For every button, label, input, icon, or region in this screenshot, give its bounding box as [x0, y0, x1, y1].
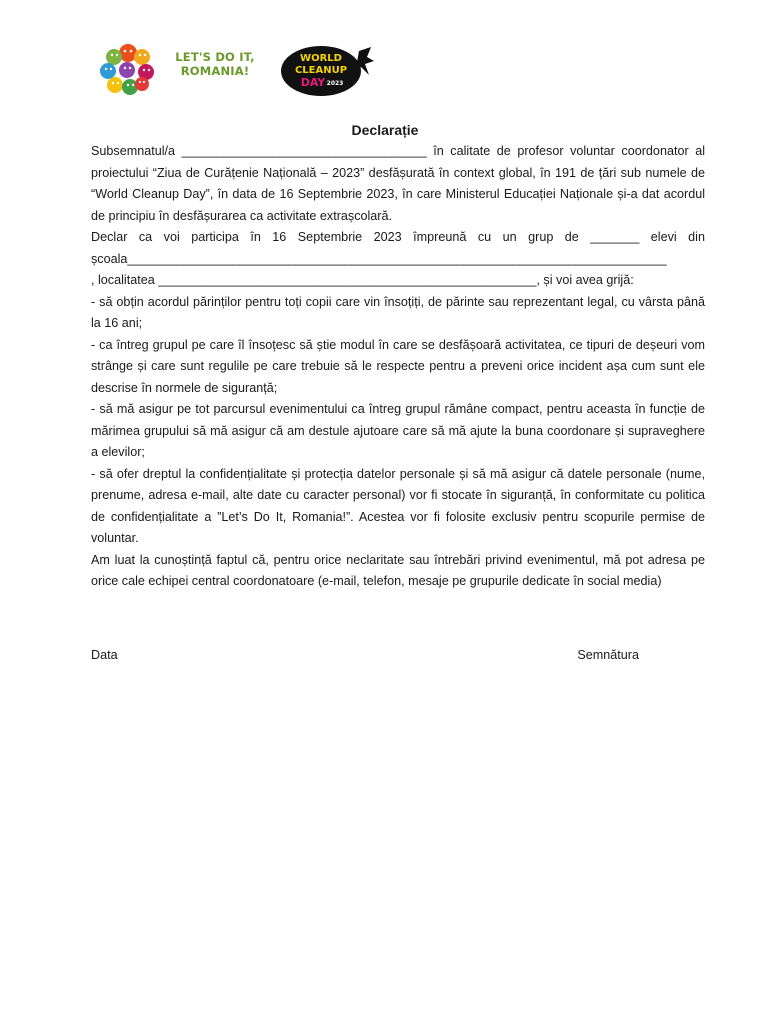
paragraph-declare: Declar ca voi participa în 16 Septembrie 2023 împreună cu un grup de _______ elevi din școala_____________________________________________________________________________ [91, 230, 705, 266]
paragraph-contact: Am luat la cunoștință faptul că, pentru orice neclaritate sau întrebări privind evenimentul, mă pot adresa pe orice cale echipei central coordonatoare (e-mail, telefon, mesaje pe grupurile dedicate în social media) [91, 552, 705, 588]
signature-label: Semnătura [577, 648, 639, 662]
declaration-body [91, 141, 705, 593]
wcd-logo-word: 2023 [326, 80, 344, 87]
paragraph-item-privacy: - să ofer dreptul la confidențialitate și protecția datelor personale și să mă asigur că datele personale (nume, prenume, adresa e-mail, alte date cu caracter personal) vor fi stocate în siguranță, în conformitate cu politica de confidențialitate a ”Let’s Do It, Romania!”. Acestea vor fi folosite exclusiv pentru scopurile permise de voluntar. [91, 466, 705, 545]
paragraph-item-group: - să mă asigur pe tot parcursul evenimentului ca întreg grupul rămâne compact, pentru aceasta în funcție de mărimea grupului să mă asigur că am destule ajutoare care să mă ajute la buna coordonare și supraveghere a elevilor; [91, 402, 705, 459]
paragraph-intro: Subsemnatul/a ___________________________________ în calitate de profesor voluntar coordonator al proiectului “Ziua de Curățenie Națională – 2023” desfășurată în context global, în 191 de țări sub numele de “World Cleanup Day”, în data de 16 Septembrie 2023, în care Ministerul Educației Naționale și-a dat acordul de principiu în desfășurarea ca activitate extrașcolară. [91, 144, 705, 223]
world-cleanup-day-logo [281, 45, 376, 97]
lets-do-it-romania-logo [98, 40, 268, 100]
paragraph-item-rules: - ca întreg grupul pe care îl însoțesc să știe modul în care se desfășoară activitatea, ce tipuri de deșeuri vom strânge și care sunt regulile pe care trebuie să le respecte pentru a preveni orice incident așa cum sunt ele descrise în normele de siguranță; [91, 337, 705, 395]
paragraph-item-parents: - să obțin acordul părinților pentru toți copii care vin însoțiți, de părinte sau reprezentant legal, cu vârsta până la 16 ani; [91, 294, 705, 330]
document-title: Declarație [351, 122, 419, 138]
wcd-logo-word: WORLD [300, 53, 342, 64]
wcd-logo-word: DAY [300, 76, 326, 89]
people-circle-icon [98, 40, 160, 100]
paragraph-locality: , localitatea ______________________________________________________, și voi avea grijă: [91, 273, 634, 287]
lets-do-it-romania-logo-text: LET'S DO IT, ROMANIA! [175, 50, 255, 78]
world-cleanup-day-badge-icon [281, 45, 376, 97]
date-label: Data [91, 648, 118, 662]
wcd-logo-word: CLEANUP [294, 65, 348, 76]
